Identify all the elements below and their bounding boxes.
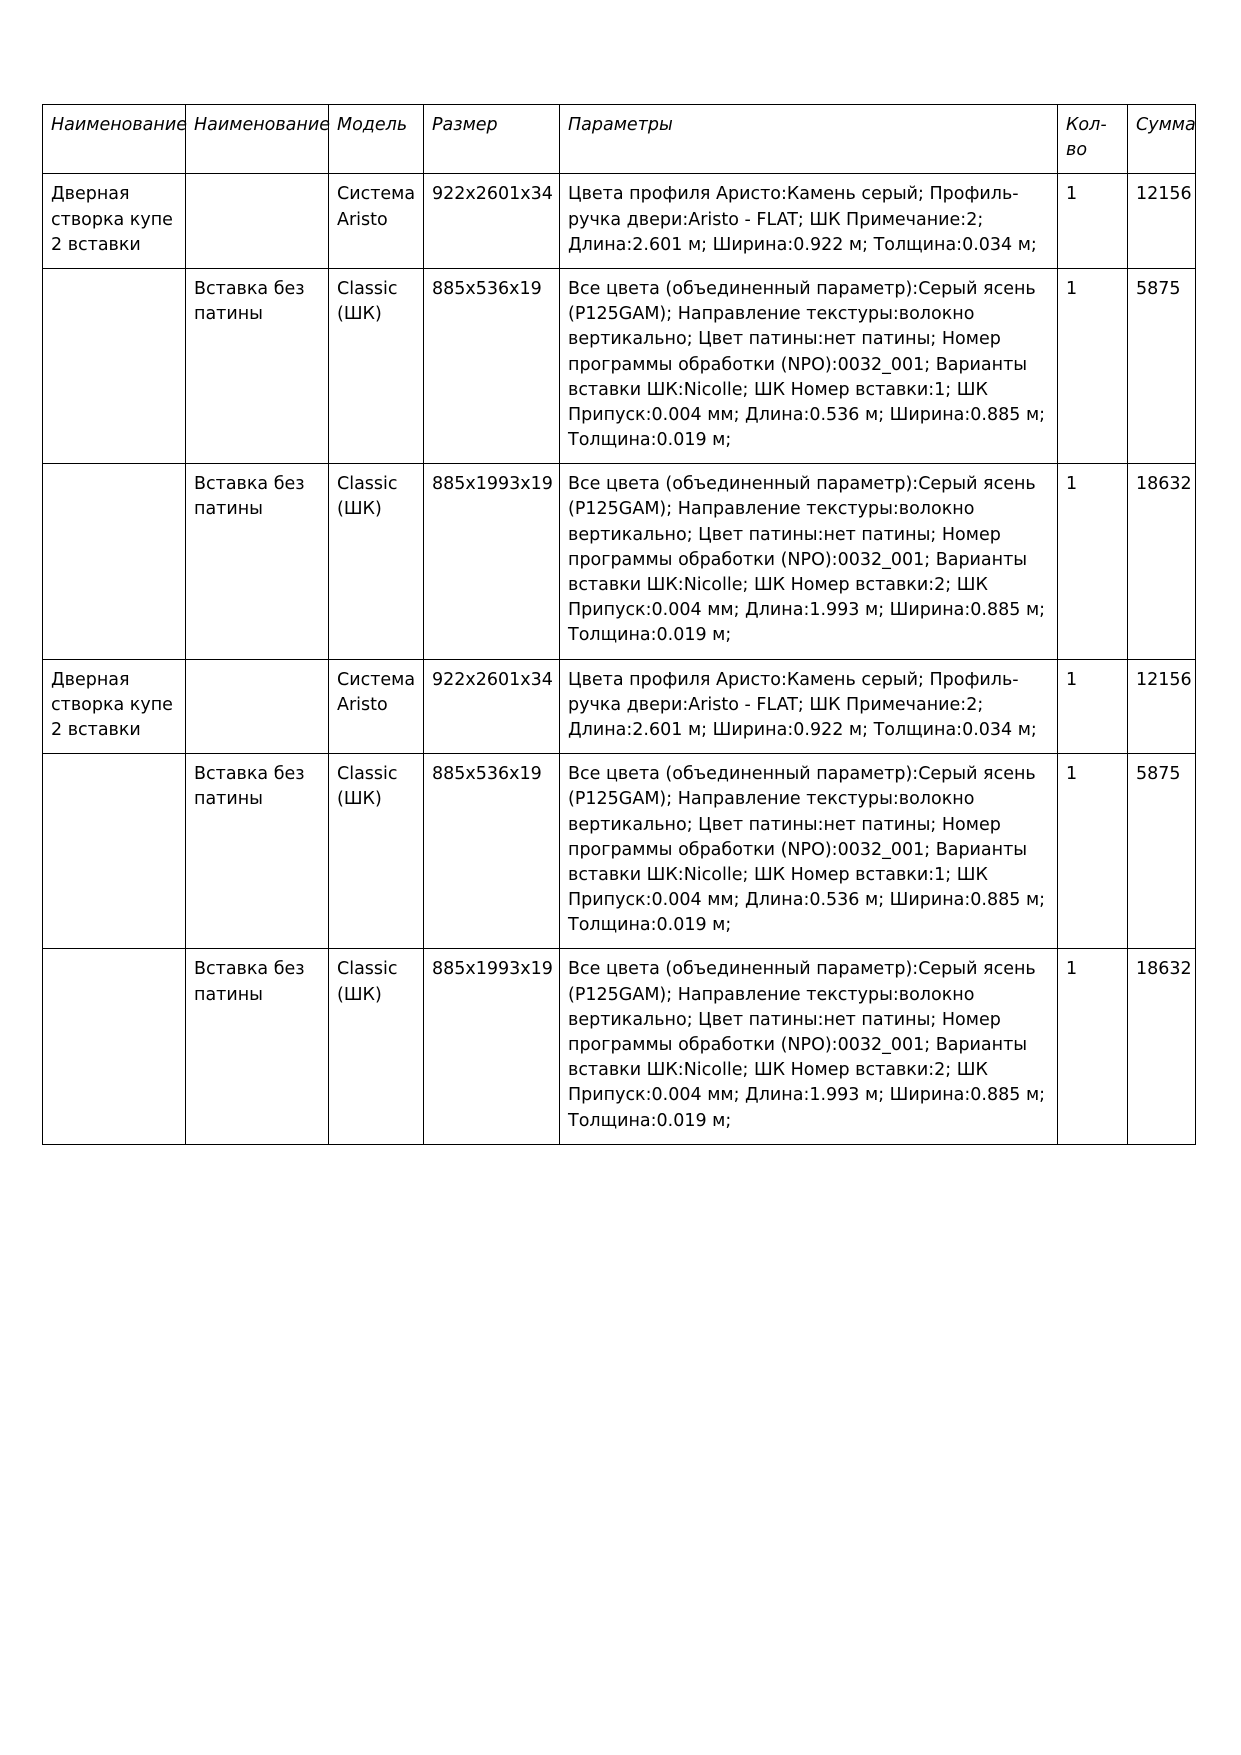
cell-quantity: 1 xyxy=(1058,174,1128,269)
table-body xyxy=(43,174,1196,1144)
cell-name-secondary: Вставка без патины xyxy=(186,949,329,1144)
cell-quantity: 1 xyxy=(1058,268,1128,463)
table-row xyxy=(43,174,1196,269)
cell-name-secondary: Вставка без патины xyxy=(186,464,329,659)
column-header-name1: Наименование xyxy=(43,105,186,174)
cell-name-primary xyxy=(43,754,186,949)
cell-model: Система Aristo xyxy=(329,659,424,754)
column-header-params: Параметры xyxy=(560,105,1058,174)
cell-model: Classic (ШК) xyxy=(329,464,424,659)
cell-model: Classic (ШК) xyxy=(329,949,424,1144)
cell-parameters: Все цвета (объединенный параметр):Серый ясень (P125GAM); Направление текстуры:волокно вертикально; Цвет патины:нет патины; Номер программы обработки (NPO):0032_001; Варианты вставки ШК:Nicolle; ШК Номер вставки:2; ШК Припуск:0.004 мм; Длина:1.993 м; Ширина:0.885 м; Толщина:0.019 м; xyxy=(560,949,1058,1144)
column-header-name2: Наименование xyxy=(186,105,329,174)
cell-name-primary: Дверная створка купе 2 вставки xyxy=(43,174,186,269)
table-row xyxy=(43,754,1196,949)
cell-name-secondary xyxy=(186,174,329,269)
cell-quantity: 1 xyxy=(1058,754,1128,949)
cell-sum: 18632 xyxy=(1128,949,1196,1144)
cell-size: 885x1993x19 xyxy=(424,464,560,659)
cell-quantity: 1 xyxy=(1058,659,1128,754)
cell-model: Classic (ШК) xyxy=(329,268,424,463)
cell-size: 922x2601x34 xyxy=(424,659,560,754)
cell-sum: 12156 xyxy=(1128,659,1196,754)
cell-sum: 12156 xyxy=(1128,174,1196,269)
cell-quantity: 1 xyxy=(1058,464,1128,659)
table-row xyxy=(43,949,1196,1144)
cell-parameters: Все цвета (объединенный параметр):Серый ясень (P125GAM); Направление текстуры:волокно вертикально; Цвет патины:нет патины; Номер программы обработки (NPO):0032_001; Варианты вставки ШК:Nicolle; ШК Номер вставки:1; ШК Припуск:0.004 мм; Длина:0.536 м; Ширина:0.885 м; Толщина:0.019 м; xyxy=(560,754,1058,949)
column-header-size: Размер xyxy=(424,105,560,174)
cell-name-primary xyxy=(43,464,186,659)
cell-name-secondary: Вставка без патины xyxy=(186,754,329,949)
cell-quantity: 1 xyxy=(1058,949,1128,1144)
table-row xyxy=(43,464,1196,659)
table-header-row xyxy=(43,105,1196,174)
cell-size: 885x1993x19 xyxy=(424,949,560,1144)
cell-name-primary xyxy=(43,268,186,463)
cell-model: Система Aristo xyxy=(329,174,424,269)
cell-size: 922x2601x34 xyxy=(424,174,560,269)
cell-size: 885x536x19 xyxy=(424,268,560,463)
table-row xyxy=(43,268,1196,463)
cell-sum: 18632 xyxy=(1128,464,1196,659)
cell-size: 885x536x19 xyxy=(424,754,560,949)
cell-name-primary xyxy=(43,949,186,1144)
table-header xyxy=(43,105,1196,174)
column-header-quantity: Кол-во xyxy=(1058,105,1128,174)
table-row xyxy=(43,659,1196,754)
cell-parameters: Цвета профиля Аристо:Камень серый; Профиль-ручка двери:Aristo - FLAT; ШК Примечание:2; Длина:2.601 м; Ширина:0.922 м; Толщина:0.034 м; xyxy=(560,174,1058,269)
cell-name-secondary xyxy=(186,659,329,754)
cell-sum: 5875 xyxy=(1128,268,1196,463)
cell-sum: 5875 xyxy=(1128,754,1196,949)
column-header-model: Модель xyxy=(329,105,424,174)
cell-parameters: Все цвета (объединенный параметр):Серый ясень (P125GAM); Направление текстуры:волокно вертикально; Цвет патины:нет патины; Номер программы обработки (NPO):0032_001; Варианты вставки ШК:Nicolle; ШК Номер вставки:2; ШК Припуск:0.004 мм; Длина:1.993 м; Ширина:0.885 м; Толщина:0.019 м; xyxy=(560,464,1058,659)
cell-name-secondary: Вставка без патины xyxy=(186,268,329,463)
cell-parameters: Цвета профиля Аристо:Камень серый; Профиль-ручка двери:Aristo - FLAT; ШК Примечание:2; Длина:2.601 м; Ширина:0.922 м; Толщина:0.034 м; xyxy=(560,659,1058,754)
column-header-sum: Сумма xyxy=(1128,105,1196,174)
cell-name-primary: Дверная створка купе 2 вставки xyxy=(43,659,186,754)
specification-table xyxy=(42,104,1196,1145)
cell-parameters: Все цвета (объединенный параметр):Серый ясень (P125GAM); Направление текстуры:волокно вертикально; Цвет патины:нет патины; Номер программы обработки (NPO):0032_001; Варианты вставки ШК:Nicolle; ШК Номер вставки:1; ШК Припуск:0.004 мм; Длина:0.536 м; Ширина:0.885 м; Толщина:0.019 м; xyxy=(560,268,1058,463)
cell-model: Classic (ШК) xyxy=(329,754,424,949)
